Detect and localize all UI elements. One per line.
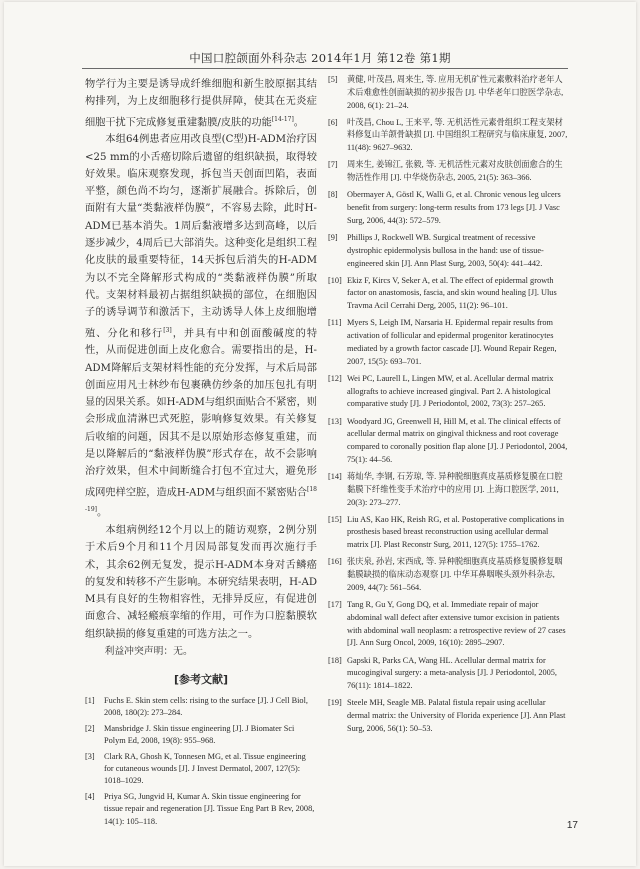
reference-text: 周来生, 姜锦江, 张毅, 等. 无机活性元素对皮肤创面愈合的生物活性作用 [J]. 中华烧伤杂志, 2005, 21(5): 363–366. <box>347 160 563 183</box>
reference-item <box>328 317 569 368</box>
reference-item <box>328 416 569 467</box>
reference-item <box>85 695 317 719</box>
reference-item <box>85 723 317 747</box>
citation-3: [3] <box>163 326 172 334</box>
reference-item <box>85 751 317 788</box>
reference-text: 蒋灿华, 李钢, 石芳琼, 等. 异种脱细胞真皮基质修复膜在口腔黏膜下纤维性变手术治疗中的应用 [J]. 上海口腔医学, 2011, 20(3): 273–277. <box>347 471 563 507</box>
reference-text: Priya SG, Jungvid H, Kumar A. Skin tissue engineering for tissue repair and regeneration [J]. Tissue Eng Part B Rev, 2008, 14(1): 105–118. <box>104 792 315 826</box>
reference-number: [11] <box>328 318 342 328</box>
references-title: [参考文献] <box>173 673 229 687</box>
reference-text: 黄健, 叶茂昌, 周来生, 等. 应用无机矿性元素敷料治疗老年人术后难愈性创面缺损的初步报告 [J]. 中华老年口腔医学杂志, 2008, 6(1): 21–24. <box>347 75 564 110</box>
reference-number: [12] <box>328 373 342 383</box>
reference-item <box>328 514 569 552</box>
reference-number: [18] <box>328 655 342 665</box>
reference-number: [16] <box>328 557 342 567</box>
paragraph-2-text: 本组64例患者应用改良型(C型)H-ADM治疗因<25 mm的小舌癌切除后遗留的组织缺损，取得较好效果。临床观察发现，拆包当天创面凹陷，表面平整，颜色尚不均匀，逐渐扩展融合。拆除后，创面附有大量“类黏液样伪膜”，不容易去除，此时H-ADM已基本消失。1周后黏液增多达到高峰，以后逐步减少，4周后已大部消失。这种变化是组织工程化皮肤的最重要特征，14天拆包后消失的H-ADM为以不完全降解形式构成的“类黏液样伪膜”所取代。支架材料最初占据组织缺损的部位，在细胞因子的诱导调节和激活下，主动诱导人体上皮细胞增殖、分化和移行 <box>85 134 317 339</box>
reference-text: Liu AS, Kao HK, Reish RG, et al. Postoperative complications in prosthesis based breast reconstruction using acellular dermal matrix [J]. Plast Reconstr Surg, 2011, 127(5): 1755–1762. <box>347 514 565 550</box>
reference-list-left <box>85 695 317 828</box>
reference-number: [9] <box>328 232 338 242</box>
reference-number: [13] <box>328 416 342 426</box>
reference-item <box>328 373 569 411</box>
reference-item <box>328 556 569 594</box>
page-number: 17 <box>566 820 578 831</box>
reference-number: [6] <box>328 117 338 127</box>
paragraph-1-text: 物学行为主要是诱导成纤维细胞和新生胶原据其结构排列，为上皮细胞移行提供屏障，使其在无炎症细胞干扰下完成修复重建黏膜/皮肤的功能 <box>85 79 317 128</box>
reference-list-right <box>328 74 569 736</box>
reference-item <box>328 159 569 185</box>
reference-item <box>85 791 317 828</box>
reference-text: Ekiz F, Kircs V, Seker A, et al. The effect of epidermal growth factor on anastomosis, fascia, and skin wound healing [J]. Ulus Travma Acil Cerrahi Derg, 2005, 11(2): 96–101. <box>347 275 557 311</box>
reference-item <box>328 599 569 650</box>
conflict-of-interest: 利益冲突声明：无。 <box>104 646 193 658</box>
reference-number: [10] <box>328 275 342 285</box>
header-rule <box>82 68 568 69</box>
reference-text: Gapski R, Parks CA, Wang HL. Acellular dermal matrix for mucogingival surgery: a meta-analysis [J]. J Periodontol, 2005, 76(11): 1814–1822. <box>347 655 557 691</box>
reference-number: [7] <box>328 160 338 170</box>
reference-item <box>328 275 569 313</box>
reference-item <box>328 232 569 270</box>
reference-item <box>328 189 569 227</box>
reference-number: [3] <box>85 752 95 762</box>
reference-number: [14] <box>328 471 342 481</box>
reference-text: 张庆泉, 孙岩, 宋西成, 等. 异种脱细胞真皮基质修复膜修复咽黏膜缺损的临床动态观察 [J]. 中华耳鼻咽喉头颈外科杂志, 2009, 44(7): 561–564. <box>347 557 563 592</box>
reference-number: [4] <box>85 792 95 802</box>
left-column <box>85 76 317 831</box>
reference-text: 叶茂昌, Chou L, 王来平, 等. 无机活性元素骨组织工程支架材料修复山羊颌骨缺损 [J]. 中国组织工程研究与临床康复, 2007, 11(48): 9627–9632. <box>347 117 568 153</box>
reference-text: Tang R, Gu Y, Gong DQ, et al. Immediate repair of major abdominal wall defect after extensive tumor excision in patients with abdominal wall neoplasm: a retrospective review of 27 cases [J]. Ann Surg Oncol, 2009, 16(10): 2895–2907. <box>347 600 566 648</box>
reference-text: Steele MH, Seagle MB. Palatal fistula repair using acellular dermal matrix: the University of Florida experience [J]. Ann Plast Surg, 2006, 56(1): 50–53. <box>347 698 566 733</box>
reference-item <box>328 697 569 735</box>
reference-number: [19] <box>328 698 342 708</box>
reference-text: Clark RA, Ghosh K, Tonnesen MG, et al. Tissue engineering for cutaneous wounds [J]. J Invest Dermatol, 2007, 127(5): 1018–1029. <box>104 752 306 786</box>
running-header: 中国口腔颌面外科杂志 2014年1月 第12卷 第1期 <box>189 51 451 65</box>
reference-text: Mansbridge J. Skin tissue engineering [J]. J Biomater Sci Polym Ed, 2008, 19(8): 955–968. <box>104 724 295 746</box>
paragraph-2: 本组64例患者应用改良型(C型)H-ADM治疗因<25 mm的小舌癌切除后遗留的组织缺损，取得较好效果。临床观察发现，拆包当天创面凹陷，表面平整，颜色尚不均匀，逐渐扩展融合。拆除后，创面附有大量“类黏液样伪膜”，不容易去除，此时H-ADM已基本消失。1周后黏液增多达到高峰，以后逐步减少，4周后已大部消失。这种变化是组织工程化皮肤的最重要特征，14天拆包后消失的H-ADM为以不完全降解形式构成的“类黏液样伪膜”所取代。支架材料最初占据组织缺损的部位，在细胞因子的诱导调节和激活下，主动诱导人体上皮细胞增殖、分化和移行[3]，并具有中和创面酸碱度的特性，从而促进创面上皮化愈合。需要指出的是，H-ADM降解后支架材料性能的充分发挥，与术后局部创面应用凡士林纱布包裹碘仿纱条的加压包扎有明显的因果关系。如H-ADM与组织面贴合不紧密，则会形成血清淋巴式死腔，影响修复效果。有关修复后收缩的问题，因其不是以原始形态修复重建，而是以降解后的“黏液样伪膜”形式存在，故不会影响治疗效果，但术中间断缝合打包不宜过大，避免形成网兜样空腔，造成H-ADM与组织面不紧密贴合[18-19]。 <box>85 134 318 519</box>
reference-item <box>328 471 569 509</box>
right-column <box>328 74 569 740</box>
citation-18-19: [18-19] <box>85 485 317 514</box>
reference-number: [1] <box>85 696 95 706</box>
reference-text: Fuchs E. Skin stem cells: rising to the surface [J]. J Cell Biol, 2008, 180(2): 273–284. <box>104 696 308 718</box>
reference-number: [17] <box>328 600 342 610</box>
reference-text: Obermayer A, Göstl K, Walli G, et al. Chronic venous leg ulcers benefit from surgery: long-term results from 173 legs [J]. J Vasc Surg, 2006, 44(3): 572–579. <box>347 190 561 225</box>
reference-item <box>328 117 569 155</box>
paragraph-3: 本组病例经12个月以上的随访观察，2例分别于术后9个月和11个月因局部复发而再次施行手术，其余62例无复发，提示H-ADM本身对舌鳞癌的复发和转移不产生影响。本研究结果表明，H-ADM具有良好的生物相容性，无排异反应，有促进创面愈合、减轻瘢痕挛缩的作用，可作为口腔黏膜软组织缺损的修复重建的可选方法之一。 <box>85 524 317 640</box>
reference-number: [8] <box>328 190 338 200</box>
reference-text: Phillips J, Rockwell WB. Surgical treatment of recessive dystrophic epidermolysis bullosa in the hand: use of tissue-engineered skin [J]. Ann Plast Surg, 2003, 50(4): 441–442. <box>347 232 544 268</box>
reference-number: [15] <box>328 514 342 524</box>
reference-text: Woodyard JG, Greenwell H, Hill M, et al. The clinical effects of acellular dermal matrix on gingival thickness and root coverage compared to coronally position flap alone [J]. J Periodontol, 2004, 75(1): 44–56. <box>347 416 568 464</box>
reference-item <box>328 74 569 112</box>
paragraph-2b-text: ，并具有中和创面酸碱度的特性，从而促进创面上皮化愈合。需要指出的是，H-ADM降解后支架材料性能的充分发挥，与术后局部创面应用凡士林纱布包裹碘仿纱条的加压包扎有明显的因果关系。如H-ADM与组织面贴合不紧密，则会形成血清淋巴式死腔，影响修复效果。有关修复后收缩的问题，因其不是以原始形态修复重建，而是以降解后的“黏液样伪膜”形式存在，故不会影响治疗效果，但术中间断缝合打包不宜过大，避免形成网兜样空腔，造成H-ADM与组织面不紧密贴合 <box>85 327 318 498</box>
reference-text: Wei PC, Laurell L, Lingen MW, et al. Acellular dermal matrix allografts to achieve increased gingival. Part 2. A histological comparative study [J]. J Periodontol, 2002, 73(3): 257–265. <box>347 373 554 409</box>
reference-item <box>328 655 569 693</box>
reference-number: [5] <box>328 75 338 84</box>
journal-page <box>4 2 636 866</box>
reference-text: Myers S, Leigh IM, Narsaria H. Epidermal repair results from activation of follicular and epidermal progenitor keratinocytes mediated by a growth factor cascade [J]. Wound Repair Regen, 2007, 15(5): 693–701. <box>347 318 557 366</box>
reference-number: [2] <box>85 724 95 734</box>
citation-14-17: [14-17] <box>271 115 294 123</box>
paragraph-1: 物学行为主要是诱导成纤维细胞和新生胶原据其结构排列，为上皮细胞移行提供屏障，使其在无炎症细胞干扰下完成修复重建黏膜/皮肤的功能[14-17]。 <box>85 79 317 128</box>
